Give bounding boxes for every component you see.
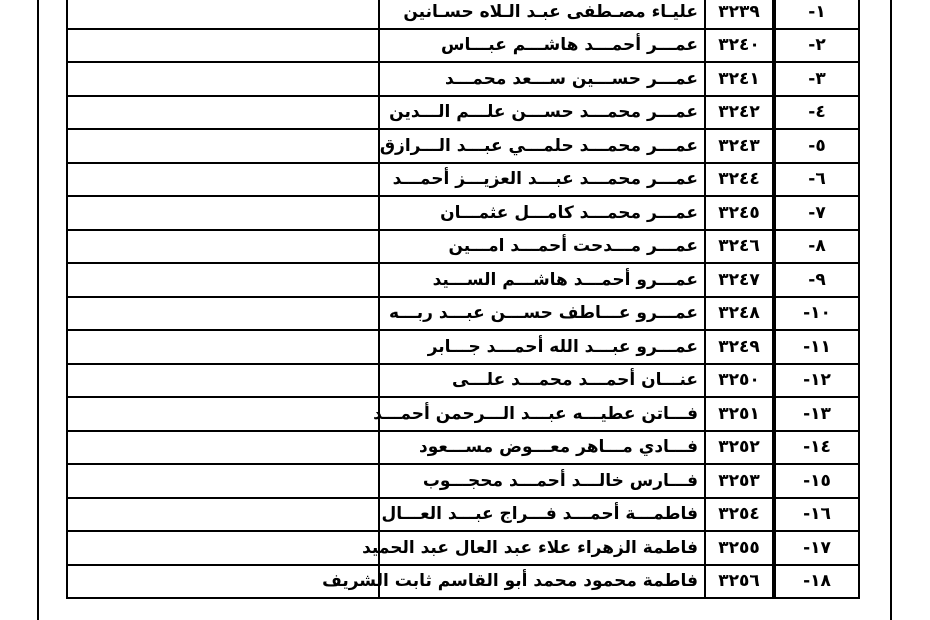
table-row <box>67 464 859 498</box>
row-blank-cell <box>67 464 379 498</box>
row-index-cell: ٦- <box>774 163 859 197</box>
table-row <box>67 330 859 364</box>
table-row <box>67 297 859 331</box>
page-frame-right <box>890 0 892 620</box>
page-frame-left <box>37 0 39 620</box>
row-index-cell: ١٨- <box>774 565 859 599</box>
row-index-cell: ٤- <box>774 96 859 130</box>
row-name-cell: فاطمة الزهراء علاء عبد العال عبد الحميد <box>379 531 705 565</box>
row-name-cell: عمـــرو عبـــد الله أحمـــد جـــابر <box>379 330 705 364</box>
row-name-cell: عمـــر محمـــد حلمـــي عبـــد الـــرازق <box>379 129 705 163</box>
roster-table-body <box>67 0 859 598</box>
row-blank-cell <box>67 230 379 264</box>
row-index-cell: ١٤- <box>774 431 859 465</box>
row-blank-cell <box>67 163 379 197</box>
table-row <box>67 163 859 197</box>
row-index-cell: ٧- <box>774 196 859 230</box>
row-code-cell: ٣٢٥٥ <box>705 531 774 565</box>
row-blank-cell <box>67 431 379 465</box>
row-code-cell: ٣٢٤٨ <box>705 297 774 331</box>
row-code-cell: ٣٢٥٣ <box>705 464 774 498</box>
table-row <box>67 431 859 465</box>
row-name-cell: عمـــر محمـــد حســـن علـــم الـــدين <box>379 96 705 130</box>
row-blank-cell <box>67 62 379 96</box>
row-name-cell: عمـــرو أحمـــد هاشـــم الســـيد <box>379 263 705 297</box>
row-code-cell: ٣٢٤٧ <box>705 263 774 297</box>
table-row <box>67 129 859 163</box>
row-code-cell: ٣٢٤٢ <box>705 96 774 130</box>
row-code-cell: ٣٢٥٦ <box>705 565 774 599</box>
row-name-cell: عمـــر حســـين ســـعد محمـــد <box>379 62 705 96</box>
row-name-cell: فـــادي مـــاهر معـــوض مســـعود <box>379 431 705 465</box>
row-blank-cell <box>67 498 379 532</box>
row-name-cell: فـــارس خالـــد أحمـــد محجـــوب <box>379 464 705 498</box>
row-name-cell: عمـــر أحمـــد هاشـــم عبـــاس <box>379 29 705 63</box>
row-blank-cell <box>67 129 379 163</box>
row-code-cell: ٣٢٥١ <box>705 397 774 431</box>
row-index-cell: ٨- <box>774 230 859 264</box>
row-blank-cell <box>67 29 379 63</box>
table-row <box>67 565 859 599</box>
row-blank-cell <box>67 0 379 29</box>
row-index-cell: ٣- <box>774 62 859 96</box>
row-code-cell: ٣٢٥٠ <box>705 364 774 398</box>
table-row <box>67 364 859 398</box>
row-code-cell: ٣٢٤٤ <box>705 163 774 197</box>
row-blank-cell <box>67 531 379 565</box>
row-index-cell: ٢- <box>774 29 859 63</box>
row-code-cell: ٣٢٥٢ <box>705 431 774 465</box>
row-code-cell: ٣٢٤٦ <box>705 230 774 264</box>
row-index-cell: ١٦- <box>774 498 859 532</box>
row-name-cell: فاطمـــة أحمـــد فـــراج عبـــد العـــال <box>379 498 705 532</box>
table-row <box>67 96 859 130</box>
row-code-cell: ٣٢٤١ <box>705 62 774 96</box>
table-row <box>67 531 859 565</box>
row-name-cell: عمـــر مـــدحت أحمـــد امـــين <box>379 230 705 264</box>
row-blank-cell <box>67 364 379 398</box>
row-index-cell: ١٠- <box>774 297 859 331</box>
row-name-cell: عليـاء مصـطفى عبـد الـلاه حسـانين <box>379 0 705 29</box>
row-index-cell: ١٣- <box>774 397 859 431</box>
row-name-cell: عمـــرو عـــاطف حســـن عبـــد ربـــه <box>379 297 705 331</box>
row-name-cell: عنـــان أحمـــد محمـــد علـــى <box>379 364 705 398</box>
row-index-cell: ١٧- <box>774 531 859 565</box>
row-index-cell: ٥- <box>774 129 859 163</box>
row-code-cell: ٣٢٤٩ <box>705 330 774 364</box>
table-row <box>67 0 859 29</box>
table-row <box>67 498 859 532</box>
table-row <box>67 196 859 230</box>
table-row <box>67 263 859 297</box>
row-blank-cell <box>67 263 379 297</box>
row-blank-cell <box>67 96 379 130</box>
table-row <box>67 62 859 96</box>
row-index-cell: ١١- <box>774 330 859 364</box>
row-index-cell: ٩- <box>774 263 859 297</box>
row-code-cell: ٣٢٤٠ <box>705 29 774 63</box>
row-code-cell: ٣٢٤٥ <box>705 196 774 230</box>
row-code-cell: ٣٢٤٣ <box>705 129 774 163</box>
row-name-cell: فـــاتن عطيـــه عبـــد الـــرحمن أحمـــد <box>379 397 705 431</box>
row-index-cell: ١٢- <box>774 364 859 398</box>
row-blank-cell <box>67 330 379 364</box>
row-blank-cell <box>67 196 379 230</box>
row-name-cell: فاطمة محمود محمد أبو القاسم ثابت الشريف <box>379 565 705 599</box>
row-name-cell: عمـــر محمـــد كامـــل عثمـــان <box>379 196 705 230</box>
row-blank-cell <box>67 397 379 431</box>
row-index-cell: ١٥- <box>774 464 859 498</box>
table-row <box>67 230 859 264</box>
row-blank-cell <box>67 297 379 331</box>
table-row <box>67 29 859 63</box>
row-code-cell: ٣٢٥٤ <box>705 498 774 532</box>
row-code-cell: ٣٢٣٩ <box>705 0 774 29</box>
table-row <box>67 397 859 431</box>
row-name-cell: عمـــر محمـــد عبـــد العزيـــز أحمـــد <box>379 163 705 197</box>
roster-table <box>66 0 860 599</box>
row-index-cell: ١- <box>774 0 859 29</box>
